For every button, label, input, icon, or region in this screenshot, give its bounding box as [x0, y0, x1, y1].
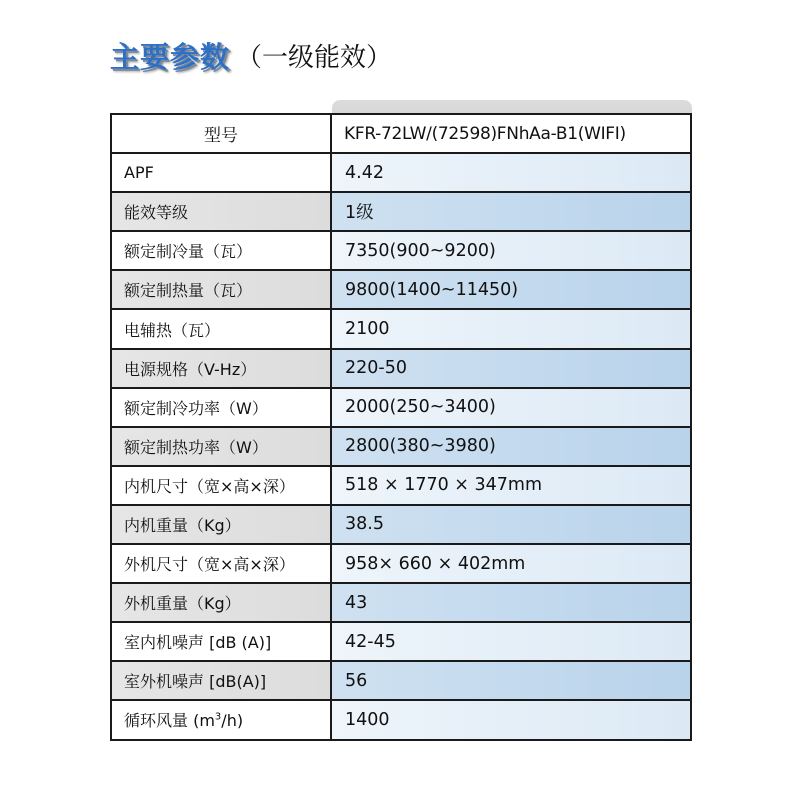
table-row	[111, 388, 691, 427]
spec-table	[110, 113, 692, 741]
row-label: 额定制冷量（瓦）	[111, 231, 331, 270]
table-row	[111, 349, 691, 388]
table-row	[111, 700, 691, 739]
row-value: 2100	[331, 309, 691, 348]
table-header-row	[111, 114, 691, 153]
row-value: 9800(1400~11450)	[331, 270, 691, 309]
row-value: 42-45	[331, 622, 691, 661]
table-row	[111, 153, 691, 192]
page-title	[110, 34, 392, 76]
row-value: 56	[331, 661, 691, 700]
row-value: 518 × 1770 × 347mm	[331, 466, 691, 505]
row-label: 额定制热功率（W）	[111, 427, 331, 466]
row-label: 室外机噪声 [dB(A)]	[111, 661, 331, 700]
table-row	[111, 622, 691, 661]
row-value: 7350(900~9200)	[331, 231, 691, 270]
label-suffix: /h)	[221, 711, 244, 731]
label-prefix: 循环风量 (m	[124, 711, 215, 731]
row-label: 室内机噪声 [dB (A)]	[111, 622, 331, 661]
row-value: 958× 660 × 402mm	[331, 544, 691, 583]
row-label: 内机重量（Kg）	[111, 505, 331, 544]
row-label: 内机尺寸（宽×高×深）	[111, 466, 331, 505]
row-label: 能效等级	[111, 192, 331, 231]
table-row	[111, 427, 691, 466]
row-label: APF	[111, 153, 331, 192]
table-row	[111, 466, 691, 505]
row-value: 1400	[331, 700, 691, 739]
table-row	[111, 544, 691, 583]
label-superscript: 3	[214, 712, 222, 724]
row-value: 2800(380~3980)	[331, 427, 691, 466]
table-row	[111, 309, 691, 348]
header-value: KFR-72LW/(72598)FNhAa-B1(WIFI)	[331, 114, 691, 153]
row-value: 220-50	[331, 349, 691, 388]
row-value: 4.42	[331, 153, 691, 192]
table-row	[111, 583, 691, 622]
row-value: 2000(250~3400)	[331, 388, 691, 427]
row-label: 电辅热（瓦）	[111, 309, 331, 348]
header-label: 型号	[111, 114, 331, 153]
table-row	[111, 661, 691, 700]
row-label	[111, 700, 331, 739]
row-value: 1级	[331, 192, 691, 231]
row-value: 43	[331, 583, 691, 622]
row-label: 额定制冷功率（W）	[111, 388, 331, 427]
row-label: 外机尺寸（宽×高×深）	[111, 544, 331, 583]
title-main: 主要参数	[110, 39, 231, 74]
row-label: 额定制热量（瓦）	[111, 270, 331, 309]
row-label: 外机重量（Kg）	[111, 583, 331, 622]
table-row	[111, 270, 691, 309]
row-label: 电源规格（V-Hz）	[111, 349, 331, 388]
table-row	[111, 192, 691, 231]
table-row	[111, 231, 691, 270]
table-row	[111, 505, 691, 544]
row-value: 38.5	[331, 505, 691, 544]
title-sub: （一级能效）	[236, 42, 393, 73]
